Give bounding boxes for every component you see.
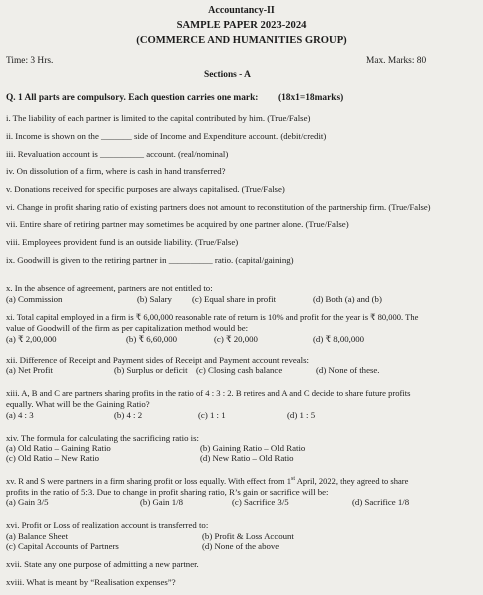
option-xv-c: (c) Sacrifice 3/5	[232, 497, 289, 507]
question-viii: viii. Employees provident fund is an outside liability. (True/False)	[6, 237, 239, 247]
option-xi-b: (b) ₹ 6,60,000	[126, 334, 178, 344]
paper-title: SAMPLE PAPER 2023-2024	[176, 20, 307, 31]
option-xiv-a: (a) Old Ratio – Gaining Ratio	[6, 443, 111, 453]
option-x-b: (b) Salary	[137, 294, 172, 304]
option-xv-b: (b) Gain 1/8	[140, 497, 183, 507]
question-i: i. The liability of each partner is limited to the capital contributed by him. (True/False)	[6, 113, 311, 123]
question-vii: vii. Entire share of retiring partner may sometimes be acquired by one partner alone. (True/False)	[6, 219, 349, 229]
question-xi-line1: xi. Total capital employed in a firm is ₹ 6,00,000 reasonable rate of return is 10% and profit for the year is ₹ 80,000. The	[6, 312, 419, 322]
question-xi-line2: value of Goodwill of the firm as per capitalization method would be:	[6, 323, 249, 333]
option-xvi-b: (b) Profit & Loss Account	[202, 531, 294, 541]
question-xv-line1: xv. R and S were partners in a firm sharing profit or loss equally. With effect from 1st April, 2022, they agreed to share	[6, 476, 409, 486]
option-x-c: (c) Equal share in profit	[192, 294, 277, 304]
time-label: Time: 3 Hrs.	[6, 56, 54, 66]
option-xiii-d: (d) 1 : 5	[287, 410, 316, 420]
question-iii: iii. Revaluation account is __________ account. (real/nominal)	[6, 149, 229, 159]
option-xiv-b: (b) Gaining Ratio – Old Ratio	[200, 443, 306, 453]
section-title: Sections - A	[204, 70, 251, 80]
option-xv-a: (a) Gain 3/5	[6, 497, 49, 507]
option-xii-b: (b) Surplus or deficit	[114, 365, 188, 375]
question-xiv: xiv. The formula for calculating the sacrificing ratio is:	[6, 433, 199, 443]
question-xvi: xvi. Profit or Loss of realization account is transferred to:	[6, 520, 209, 530]
question-iv: iv. On dissolution of a firm, where is cash in hand transferred?	[6, 166, 226, 176]
q1-instruction: Q. 1 All parts are compulsory. Each question carries one mark:	[6, 93, 259, 103]
question-ix: ix. Goodwill is given to the retiring partner in __________ ratio. (capital/gaining)	[6, 255, 294, 265]
question-xviii: xviii. What is meant by “Realisation expenses”?	[6, 577, 176, 587]
option-xvi-a: (a) Balance Sheet	[6, 531, 69, 541]
option-xii-d: (d) None of these.	[316, 365, 380, 375]
q1-marks: (18x1=18marks)	[278, 93, 344, 103]
question-xv-line2: profits in the ratio of 5:3. Due to change in profit sharing ratio, R’s gain or sacrifice will be:	[6, 487, 329, 497]
question-x: x. In the absence of agreement, partners are not entitled to:	[6, 283, 213, 293]
option-xi-a: (a) ₹ 2,00,000	[6, 334, 57, 344]
subject-title: Accountancy-II	[208, 5, 275, 16]
question-ii: ii. Income is shown on the _______ side of Income and Expenditure account. (debit/credit)	[6, 131, 327, 141]
question-v: v. Donations received for specific purposes are always capitalised. (True/False)	[6, 184, 285, 194]
option-xi-d: (d) ₹ 8,00,000	[313, 334, 365, 344]
question-xvii: xvii. State any one purpose of admitting a new partner.	[6, 559, 199, 569]
option-xii-a: (a) Net Profit	[6, 365, 53, 375]
question-vi: vi. Change in profit sharing ratio of existing partners does not amount to reconstitution of the partnership firm. (True/False)	[6, 202, 431, 212]
option-xiii-a: (a) 4 : 3	[6, 410, 34, 420]
option-xiv-d: (d) New Ratio – Old Ratio	[200, 453, 294, 463]
max-marks-label: Max. Marks: 80	[366, 56, 427, 66]
option-xvi-c: (c) Capital Accounts of Partners	[6, 541, 119, 551]
option-xiii-b: (b) 4 : 2	[114, 410, 143, 420]
option-xi-c: (c) ₹ 20,000	[214, 334, 258, 344]
question-xiii-line1: xiii. A, B and C are partners sharing profits in the ratio of 4 : 3 : 2. B retires and A and C decide to share future profits	[6, 388, 411, 398]
option-xiv-c: (c) Old Ratio – New Ratio	[6, 453, 100, 463]
option-xiii-c: (c) 1 : 1	[198, 410, 226, 420]
option-x-d: (d) Both (a) and (b)	[313, 294, 382, 304]
option-x-a: (a) Commission	[6, 294, 63, 304]
option-xvi-d: (d) None of the above	[202, 541, 280, 551]
question-xii: xii. Difference of Receipt and Payment sides of Receipt and Payment account reveals:	[6, 355, 309, 365]
question-xiii-line2: equally. What will be the Gaining Ratio?	[6, 399, 150, 409]
option-xii-c: (c) Closing cash balance	[196, 365, 283, 375]
option-xv-d: (d) Sacrifice 1/8	[352, 497, 410, 507]
group-title: (COMMERCE AND HUMANITIES GROUP)	[136, 35, 347, 46]
